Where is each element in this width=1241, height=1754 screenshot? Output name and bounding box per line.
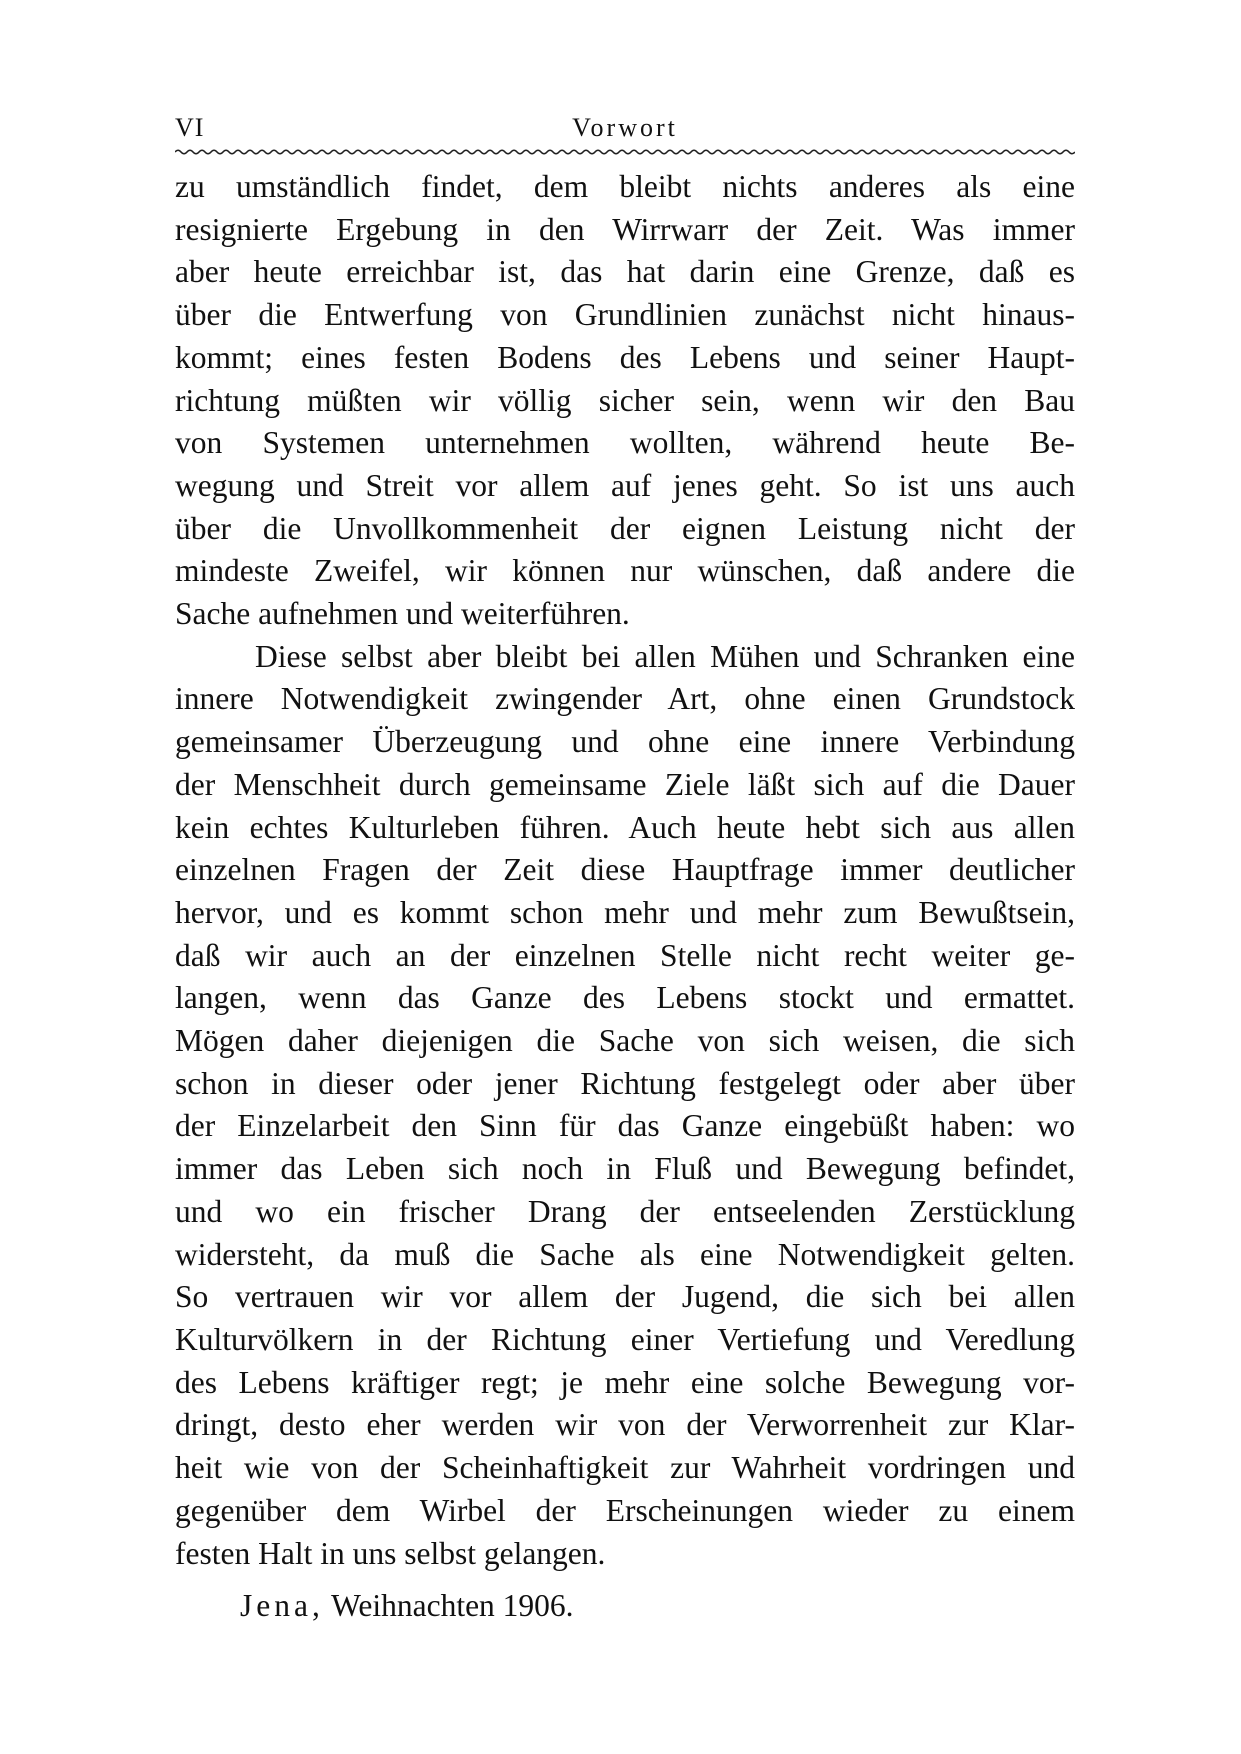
body-text: [175, 166, 1075, 1575]
signature-place: Jena,: [240, 1588, 324, 1623]
text-line: gemeinsamer Überzeugung und ohne eine innere Verbindung: [175, 724, 1075, 760]
text-line: Mögen daher diejenigen die Sache von sich weisen, die sich: [175, 1023, 1075, 1059]
text-line: richtung müßten wir völlig sicher sein, wenn wir den Bau: [175, 382, 1075, 418]
text-line: einzelnen Fragen der Zeit diese Hauptfrage immer deutlicher: [175, 852, 1075, 888]
text-line: Sache aufnehmen und weiterführen.: [175, 596, 630, 632]
text-line: mindeste Zweifel, wir können nur wünschen, daß andere die: [175, 553, 1075, 589]
running-title: Vorwort: [572, 113, 678, 142]
signature-line: [240, 1588, 574, 1624]
text-line: innere Notwendigkeit zwingender Art, ohne einen Grundstock: [175, 681, 1075, 717]
signature-date: Weihnachten 1906.: [331, 1588, 574, 1623]
text-line: über die Unvollkommenheit der eignen Leistung nicht der: [175, 510, 1075, 546]
text-line: über die Entwerfung von Grundlinien zunächst nicht hinaus-: [175, 297, 1075, 333]
text-line: des Lebens kräftiger regt; je mehr eine solche Bewegung vor-: [175, 1364, 1075, 1400]
text-line: der Menschheit durch gemeinsame Ziele läßt sich auf die Dauer: [175, 766, 1075, 802]
text-line: und wo ein frischer Drang der entseelenden Zerstücklung: [175, 1193, 1075, 1229]
text-line: dringt, desto eher werden wir von der Verworrenheit zur Klar-: [175, 1407, 1075, 1443]
text-line: schon in dieser oder jener Richtung festgelegt oder aber über: [175, 1065, 1075, 1101]
text-line: widersteht, da muß die Sache als eine Notwendigkeit gelten.: [175, 1236, 1075, 1272]
text-line: aber heute erreichbar ist, das hat darin eine Grenze, daß es: [175, 254, 1075, 290]
text-line: festen Halt in uns selbst gelangen.: [175, 1535, 606, 1571]
text-line: gegenüber dem Wirbel der Erscheinungen wieder zu einem: [175, 1492, 1075, 1528]
text-line: kein echtes Kulturleben führen. Auch heute hebt sich aus allen: [175, 809, 1075, 845]
text-line: der Einzelarbeit den Sinn für das Ganze eingebüßt haben: wo: [175, 1108, 1075, 1144]
wavy-header-rule: [175, 148, 1075, 156]
text-line: von Systemen unternehmen wollten, während heute Be-: [175, 425, 1075, 461]
text-line: heit wie von der Scheinhaftigkeit zur Wahrheit vordringen und: [175, 1450, 1075, 1486]
paragraph-2: [175, 636, 1075, 1575]
text-line: immer das Leben sich noch in Fluß und Bewegung befindet,: [175, 1151, 1075, 1187]
text-line: daß wir auch an der einzelnen Stelle nicht recht weiter ge-: [175, 937, 1075, 973]
text-line: resignierte Ergebung in den Wirrwarr der Zeit. Was immer: [175, 211, 1075, 247]
text-line: Diese selbst aber bleibt bei allen Mühen und Schranken eine: [255, 638, 1075, 674]
text-line: So vertrauen wir vor allem der Jugend, die sich bei allen: [175, 1279, 1075, 1315]
text-line: wegung und Streit vor allem auf jenes geht. So ist uns auch: [175, 467, 1075, 503]
page-header: [175, 113, 1075, 153]
text-line: Kulturvölkern in der Richtung einer Vertiefung und Veredlung: [175, 1321, 1075, 1357]
text-line: zu umständlich findet, dem bleibt nichts anderes als eine: [175, 169, 1075, 204]
text-line: langen, wenn das Ganze des Lebens stockt und ermattet.: [175, 980, 1075, 1016]
paragraph-1: [175, 166, 1075, 636]
page-number: VI: [175, 113, 205, 142]
text-line: kommt; eines festen Bodens des Lebens und seiner Haupt-: [175, 339, 1075, 375]
text-line: hervor, und es kommt schon mehr und mehr zum Bewußtsein,: [175, 894, 1075, 930]
